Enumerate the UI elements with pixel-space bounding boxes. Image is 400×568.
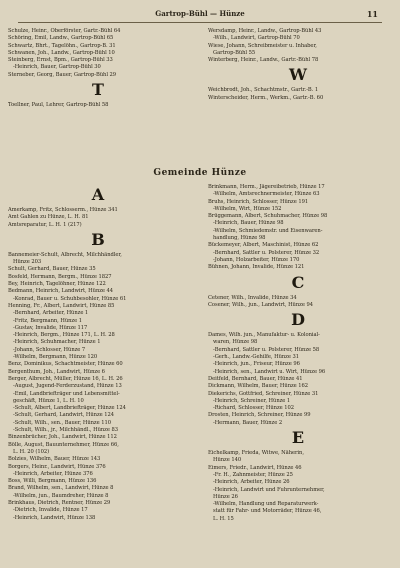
directory-entry: Hünze 140 bbox=[213, 457, 242, 464]
index-letter: T bbox=[92, 80, 104, 100]
directory-entry: -Heinrich, Schuhmacher, Hünze 1 bbox=[13, 339, 101, 346]
bottom-left-column bbox=[8, 184, 188, 522]
directory-entry: L. H. 20 (102) bbox=[13, 448, 50, 455]
directory-entry: -Bernhard, Sattler u. Polsterer, Hünze 58 bbox=[213, 346, 320, 353]
directory-entry: -Heinrich, Landwirt und Fuhrunternehmer, bbox=[213, 486, 325, 493]
running-head-title: Gartrop-Bühl — Hünze bbox=[155, 9, 245, 18]
directory-entry: Binzenbrücher, Joh., Landwirt, Hünze 112 bbox=[8, 434, 117, 441]
directory-entry: Amerkamp, Fritz, Schlosserm., Hünze 341 bbox=[8, 207, 118, 213]
directory-entry: waren, Hünze 98 bbox=[213, 339, 258, 346]
directory-entry: Henning, Fr., Albert, Landwirt, Hünze 85 bbox=[8, 302, 115, 309]
directory-entry: Brinkhaus, Dietrich, Rentner, Hünze 29 bbox=[8, 499, 111, 506]
directory-entry: Sterneber, Georg, Bauer, Gartrop-Bühl 29 bbox=[8, 71, 117, 78]
directory-entry: -Schult, Gerhard, Landwirt, Hünze 124 bbox=[13, 412, 115, 419]
directory-entry: -Heinrich, Schreiner, Hünze 1 bbox=[213, 397, 291, 404]
directory-entry: Brüggemann, Albert, Schuhmacher, Hünze 98 bbox=[208, 213, 328, 220]
directory-entry: Bedmann, Heinrich, Landwirt, Hünze 44 bbox=[8, 288, 114, 295]
directory-entry: Bey, Heinrich, Tagelöhner, Hünze 122 bbox=[8, 281, 106, 288]
index-letter: A bbox=[91, 185, 105, 204]
directory-entry: -Johann, Schlosser, Hünze 7 bbox=[13, 346, 86, 353]
directory-entry: Schulze, Heinr., Oberförster, Gartr.-Bühl 64 bbox=[8, 28, 121, 34]
directory-entry: -Heinrich, Bauer, Hünze 98 bbox=[213, 220, 284, 227]
directory-entry: -Wilh., Landwirt, Gartrop-Bühl 70 bbox=[213, 35, 300, 42]
directory-entry: Dames, Wilh. jun., Manufaktur- u. Kolonial- bbox=[208, 332, 320, 339]
directory-entry: Berger, Albrecht, Müller, Hünze 16, L. H. 26 bbox=[8, 375, 123, 382]
directory-entry: Schöring, Emil, Landw., Gartrop-Bühl 65 bbox=[8, 35, 114, 42]
directory-entry: Brinkmann, Herm., Jägereibetrieb, Hünze 17 bbox=[208, 184, 325, 190]
directory-entry: -Heinrich, Landwirt, Hünze 138 bbox=[13, 514, 96, 521]
directory-entry: -Heinrich, Bauer, Gartrop-Bühl 30 bbox=[13, 64, 101, 71]
directory-entry: handlung, Hünze 98 bbox=[213, 235, 266, 242]
index-letter: W bbox=[289, 65, 307, 85]
directory-entry: Bölle, August, Bauunternehmer, Hünze 66, bbox=[8, 441, 119, 448]
directory-entry: statt für Fahr- und Motorräder, Hünze 46, bbox=[213, 508, 322, 515]
directory-entry: Amtsreparatur, L. H. 1 (217) bbox=[8, 221, 82, 228]
directory-entry: -Wilhelm, Schmiedemstr. und Eisenwaren- bbox=[213, 227, 323, 234]
directory-entry: L. H. 15 bbox=[213, 515, 234, 522]
directory-entry: -Wilhelm, Amtsrechnermeister, Hünze 63 bbox=[213, 191, 320, 198]
directory-entry: Bannemeier-Schult, Albrecht, Milchhändler, bbox=[8, 251, 122, 258]
directory-entry: Hünze 26 bbox=[213, 493, 238, 500]
directory-entry: Weichbrodt, Joh., Schachtmstr., Gartr.-B. 1 bbox=[208, 87, 319, 94]
directory-entry: Dickmann, Wilhelm, Bauer, Hünze 162 bbox=[208, 383, 309, 390]
directory-entry: Bolzies, Wilhelm, Bauer, Hünze 143 bbox=[8, 456, 101, 463]
top-right-column bbox=[208, 28, 388, 102]
directory-entry: -Richard, Schlosser, Hünze 102 bbox=[213, 405, 294, 412]
directory-entry: -Bernhard, Sattler u. Polsterer, Hünze 32 bbox=[213, 249, 320, 256]
directory-entry: -Schult, Wilh., sen., Bauer, Hünze 110 bbox=[13, 419, 111, 426]
index-letter: B bbox=[91, 229, 105, 249]
directory-entry: Bückemeyer, Albert, Maschinist, Hünze 62 bbox=[208, 242, 319, 249]
directory-entry: Schwartz, Bhrt., Tagelöhn., Gartrop-B. 31 bbox=[8, 42, 116, 49]
directory-entry: -Wilhelm, Wirt, Hünze 152 bbox=[213, 205, 282, 212]
directory-entry: Gartrop-Bühl 55 bbox=[213, 49, 256, 56]
bottom-right-column bbox=[208, 184, 388, 523]
header-rule bbox=[18, 22, 382, 23]
top-left-column bbox=[8, 28, 188, 109]
directory-entry: -Heinrich, Arbeiter, Hünze 26 bbox=[213, 479, 290, 486]
directory-entry: Brand, Wilhelm, sen., Landwirt, Hünze 8 bbox=[8, 485, 114, 492]
directory-entry: Schwanen, Joh., Landw., Gartrop-Bühl 10 bbox=[8, 49, 115, 56]
directory-entry: -Dietrich, Invalide, Hünze 17 bbox=[13, 507, 88, 514]
directory-entry: Hünze 203 bbox=[13, 259, 42, 266]
running-head bbox=[0, 9, 400, 21]
directory-entry: Winterscheider, Herm., Werkm., Gartr.-B. 60 bbox=[208, 94, 324, 101]
directory-entry: Toellner, Paul, Lehrer, Gartrop-Bühl 58 bbox=[8, 102, 109, 109]
directory-entry: -Wilhelm, jun., Baumdreher, Hünze 8 bbox=[13, 492, 109, 499]
directory-entry: -Heinrich, sen., Landwirt u. Wirt, Hünze 96 bbox=[213, 368, 326, 375]
directory-entry: Bruhs, Heinrich, Schlosser, Hünze 191 bbox=[208, 198, 309, 205]
directory-entry: -Hermann, Bauer, Hünze 2 bbox=[213, 419, 283, 426]
directory-entry: -Fr. H., Zahnmeister, Hünze 25 bbox=[213, 471, 293, 478]
directory-entry: Cetener, Wilh., Invalide, Hünze 34 bbox=[208, 294, 297, 301]
directory-entry: -Gustav, Invalide, Hünze 117 bbox=[13, 324, 88, 331]
directory-entry: -Fritz, Bergmann, Hünze 1 bbox=[13, 317, 82, 324]
directory-entry: -Wilhelm, Bergmann, Hünze 120 bbox=[13, 354, 98, 361]
directory-entry: Schult, Gerhard, Bauer, Hünze 35 bbox=[8, 266, 96, 273]
directory-entry: Bosfeld, Hermann, Bergm., Hünze 1827 bbox=[8, 273, 112, 280]
directory-entry: geschäft, Hünze 1, L. H. 10 bbox=[13, 397, 84, 404]
directory-entry: -Heinrich, Bergm., Hünze 171, L. H. 28 bbox=[13, 332, 115, 339]
directory-entry: Wersdamp, Heinr., Landw., Gartrop-Bühl 43 bbox=[208, 28, 322, 34]
directory-entry: -Gerh., Landw.-Gehilfe, Hünze 31 bbox=[213, 354, 299, 361]
directory-entry: Cosener, Wilh., jun., Landwirt, Hünze 94 bbox=[208, 301, 313, 308]
directory-entry: Steinberg, Ernst, Bpm., Gartrop-Bühl 33 bbox=[8, 57, 113, 64]
directory-entry: Boss, Willi, Bergmann, Hünze 136 bbox=[8, 478, 97, 485]
directory-entry: -August, Jugend-Ferderzustand, Hünze 13 bbox=[13, 383, 122, 390]
directory-entry: Winterberg, Heinr., Landw., Gartr.-Bühl 78 bbox=[208, 57, 319, 64]
directory-entry: Bühnen, Johann, Invalide, Hünze 121 bbox=[208, 264, 305, 271]
directory-entry: Wiese, Johann, Schreibmeister u. Inhaber, bbox=[208, 42, 317, 49]
directory-entry: -Konrad, Bauer u. Schuhbesohler, Hünze 61 bbox=[13, 295, 127, 302]
directory-entry: Deitfeld, Bernhard, Bauer, Hünze 41 bbox=[208, 375, 303, 382]
section-heading: Gemeinde Hünze bbox=[153, 168, 247, 178]
directory-entry: -Emil, Landbriefträger und Lebensmittel- bbox=[13, 390, 120, 397]
index-letter: D bbox=[291, 310, 305, 330]
directory-entry: Bergenthum, Joh., Landwirt, Hünze 6 bbox=[8, 368, 105, 375]
directory-entry: -Heinrich, jun., Friseur, Hünze 96 bbox=[213, 361, 300, 368]
index-letter: C bbox=[291, 272, 305, 292]
index-letter: E bbox=[291, 428, 305, 448]
directory-entry: -Schult, Albert, Landbriefträger, Hünze 124 bbox=[13, 405, 126, 412]
directory-entry: Benz, Dominikus, Schachtmeister, Hünze 60 bbox=[8, 361, 123, 368]
directory-entry: Amt Gahlen zu Hünze, L. H. 81 bbox=[8, 214, 89, 221]
directory-entry: Diekerichs, Gottfried, Schreiner, Hünze 31 bbox=[208, 390, 319, 397]
directory-entry: -Wilhelm, Handlung und Reparaturwerk- bbox=[213, 501, 319, 508]
directory-entry: Eichelkamp, Frieda, Witwe, Näherin, bbox=[208, 450, 304, 457]
directory-entry: Borgers, Heinr., Landwirt, Hünze 376 bbox=[8, 463, 106, 470]
directory-entry: -Schult, Wilh., jr., Milchhändl., Hünze 83 bbox=[13, 427, 118, 434]
directory-entry: -Bernhard, Arbeiter, Hünze 1 bbox=[13, 310, 89, 317]
directory-entry: -Johann, Holzarbeiter, Hünze 170 bbox=[213, 256, 300, 263]
directory-entry: Drosten, Heinrich, Schreiner, Hünze 99 bbox=[208, 412, 311, 419]
page-number: 11 bbox=[366, 9, 378, 19]
directory-entry: -Heinrich, Arbeiter, Hünze 376 bbox=[13, 470, 93, 477]
directory-entry: Eimers, Friedr., Landwirt, Hünze 46 bbox=[208, 464, 302, 471]
